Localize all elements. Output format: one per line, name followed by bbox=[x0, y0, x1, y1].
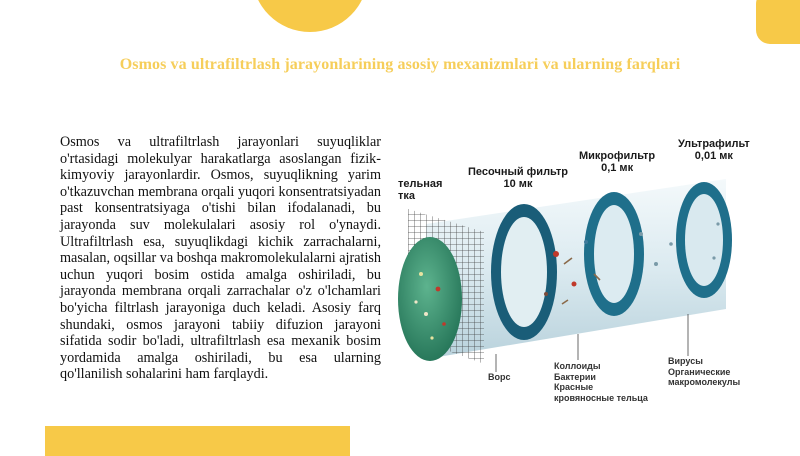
decorative-circle bbox=[252, 0, 368, 32]
label-ultrafilter: Ультрафильт 0,01 мк bbox=[678, 138, 750, 162]
caption-microfilter-particles: Коллоиды Бактерии Красные кровяносные тельца bbox=[554, 361, 648, 403]
filtration-diagram bbox=[396, 124, 752, 410]
caption-coarse-particles: Ворс bbox=[488, 372, 511, 382]
label-sand-filter: Песочный фильтр 10 мк bbox=[468, 166, 568, 190]
caption-ultrafilter-particles: Вирусы Органические макромолекулы bbox=[668, 356, 741, 387]
label-coarse-filter: тельная тка bbox=[398, 178, 443, 202]
slide-title: Osmos va ultrafiltrlash jarayonlarining asosiy mexanizmlari va ularning farqlari bbox=[119, 56, 681, 73]
water-inlet bbox=[398, 237, 462, 361]
slide-body-text: Osmos va ultrafiltrlash jarayonlari suyuqliklar o'rtasidagi molekulyar harakatlarga asoslangan fizik-kimyoviy jarayonlardir. Osmos, suyuqlikning yarim o'tkazuvchan membrana orqali yuqori konsentratsiyadan past konsentratsiyaga o'tishi bilan ifodalanadi, bu jarayonda suv molekulalari asosiy rol o'ynaydi. Ultrafiltrlash esa, suyuqlikdagi kichik zarrachalarni, masalan, oqsillar va boshqa makromolekulalarni ajratish uchun yuqori bosim ostida amalga oshiriladi, bu jarayonda membrana orqali zarrachalar o'z o'lchamlari bo'yicha filtrlash jarayoniga duch keladi. Asosiy farq shundaki, osmos jarayoni tabiiy difuzion jarayoni sifatida sodir bo'ladi, ultrafiltrlash esa mexanik bosim yordamida amalga oshiriladi, bu esa ularning qo'llanilish sohalarini ham farqlaydi. bbox=[60, 134, 381, 383]
decorative-corner-tab bbox=[756, 0, 800, 44]
decorative-bottom-bar bbox=[45, 426, 350, 456]
label-microfilter: Микрофильтр 0,1 мк bbox=[579, 150, 656, 174]
